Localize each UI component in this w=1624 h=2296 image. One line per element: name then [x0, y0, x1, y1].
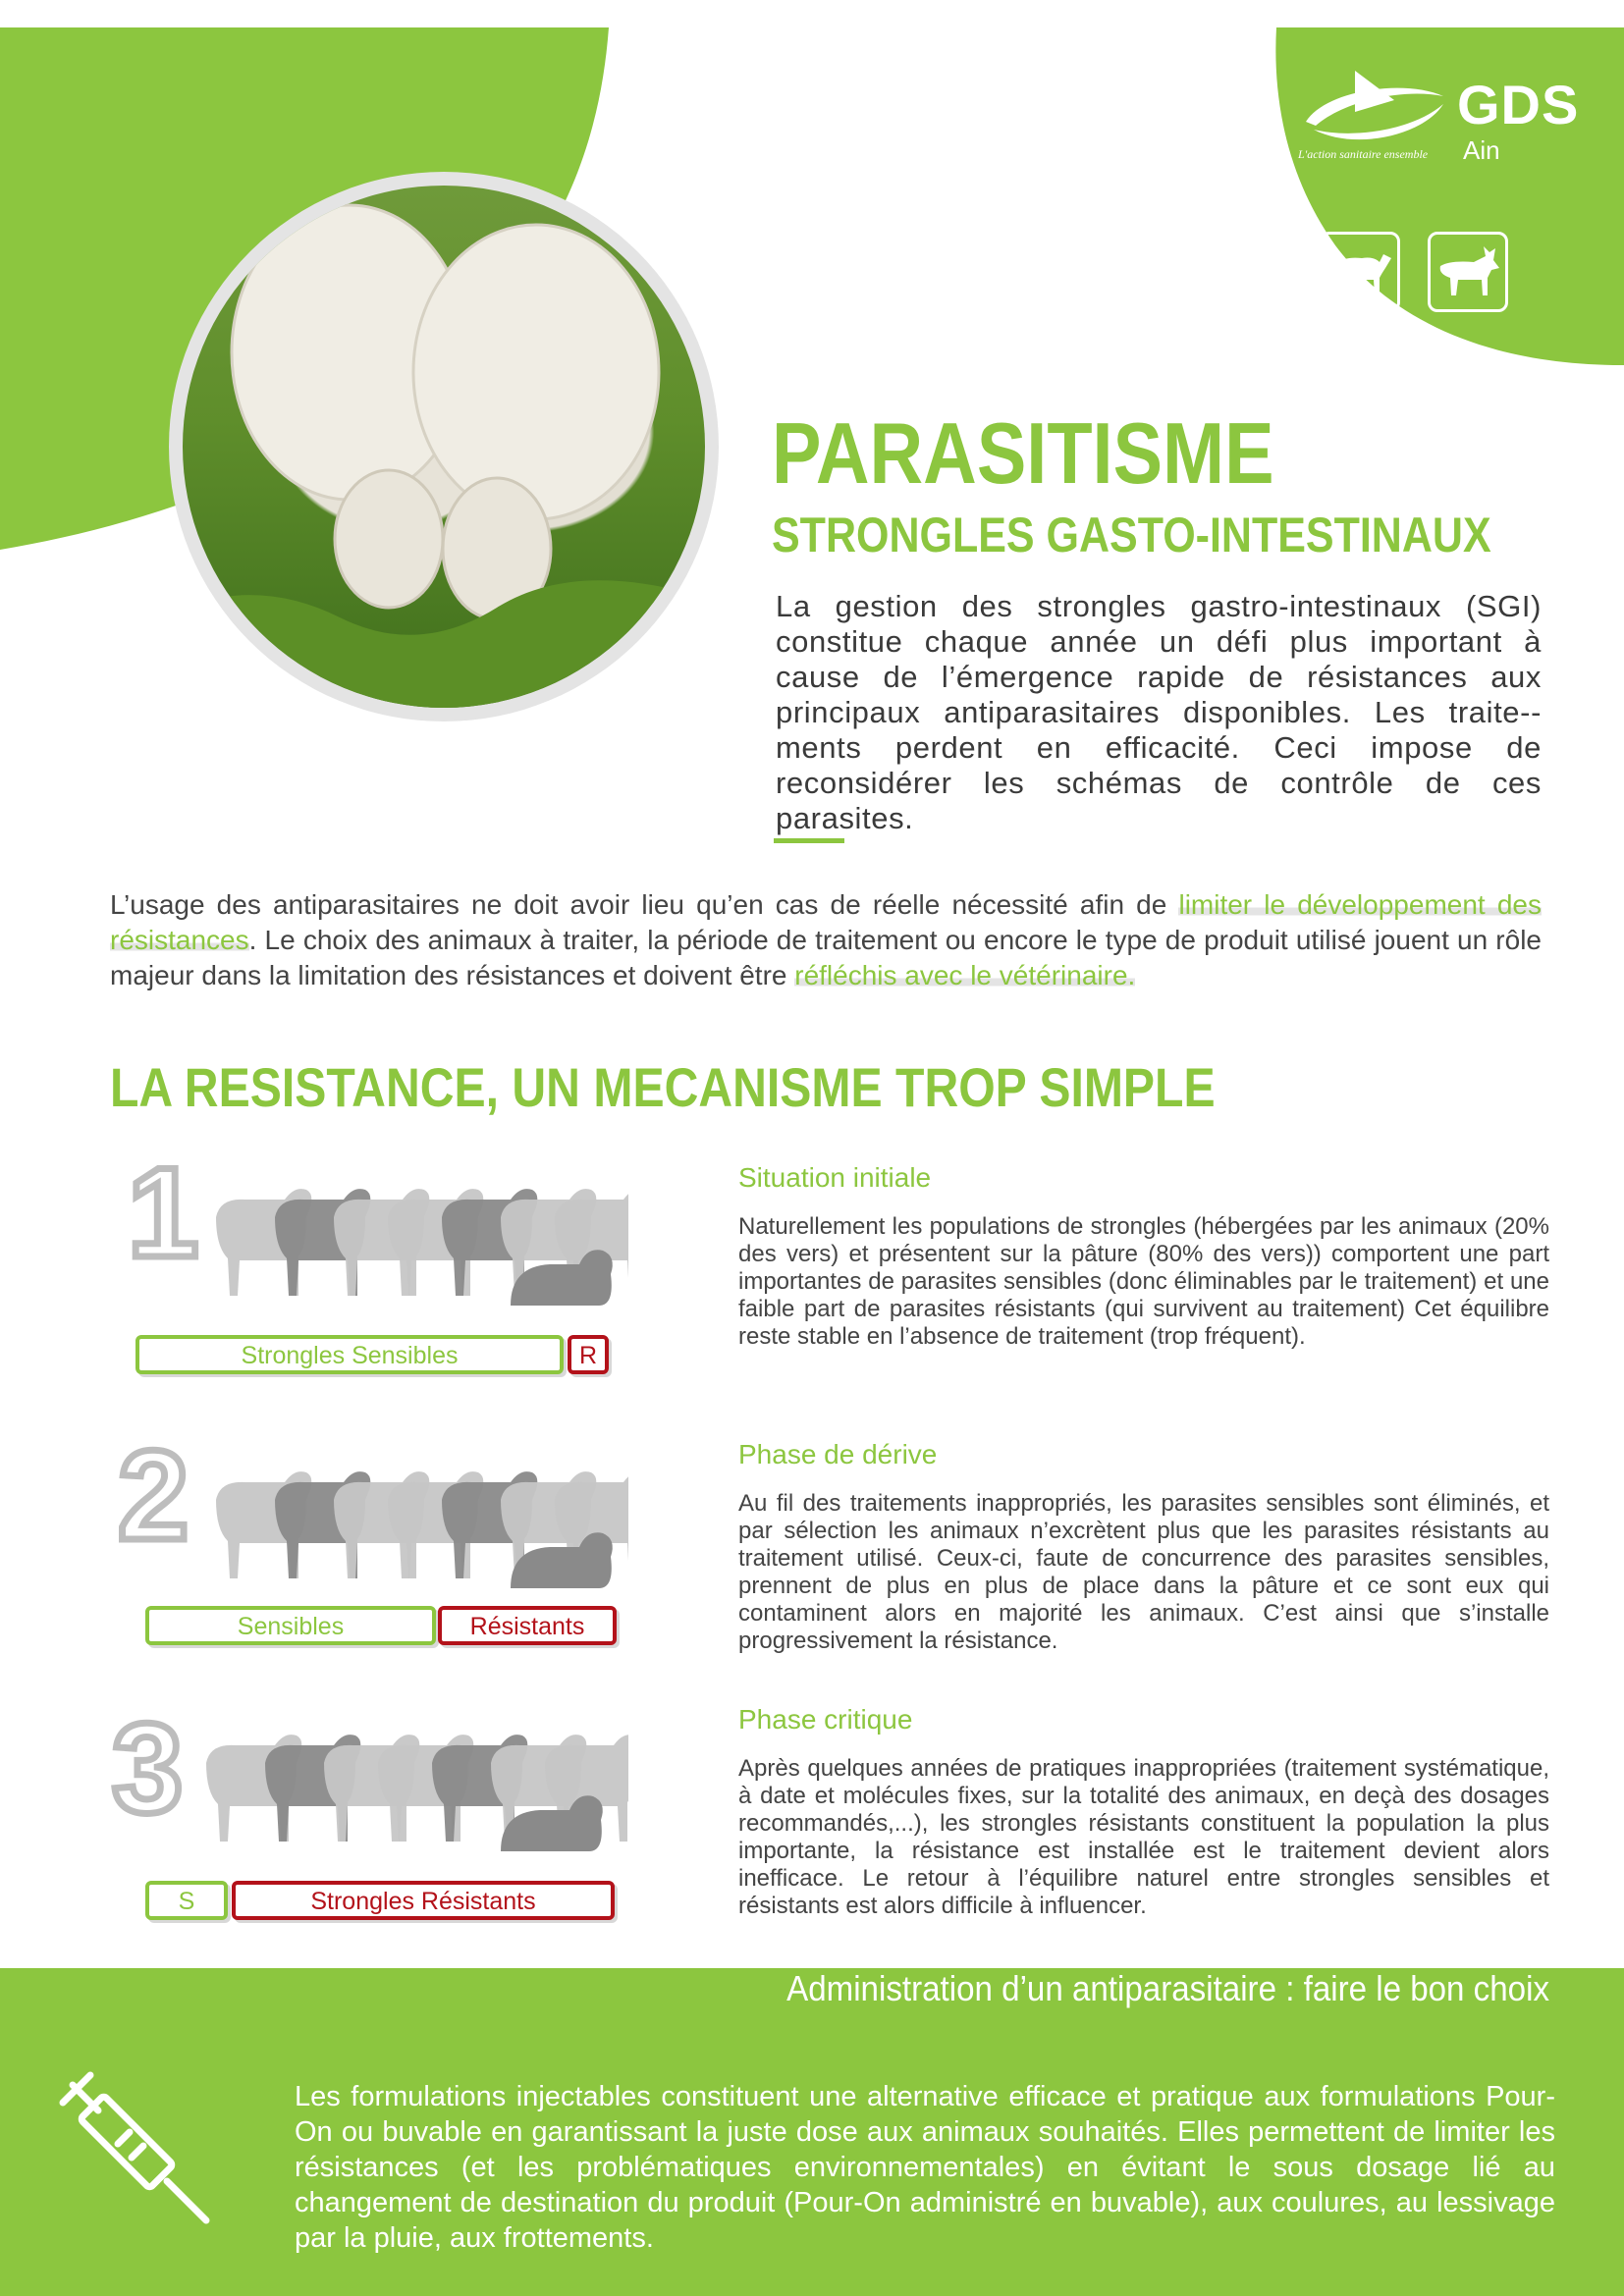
sheep-flock: [216, 1189, 628, 1306]
phase-3-number: 3: [112, 1704, 184, 1840]
phase-1-text: Naturellement les populations de strongles (hébergées par les animaux (20% des vers) et présentent sur la pâture (80% des vers)) comportent une part importantes de parasites sensibles (donc éliminables par le traitement) et une faible part de parasites résistants (qui survivent au traitement) Cet équilibre reste stable en l’absence de traitement (trop fréquent).: [738, 1213, 1549, 1350]
phase-3-title: Phase critique: [738, 1704, 913, 1735]
separator-dash: [774, 838, 844, 843]
page-subtitle: STRONGLES GASTO-INTESTINAUX: [772, 507, 1491, 562]
logo-tagline: L'action sanitaire ensemble: [1298, 147, 1429, 161]
sheep-flock: [206, 1735, 628, 1851]
usage-text-1: L’usage des antiparasitaires ne doit avoir lieu qu’en cas de réelle nécessité afin de: [110, 889, 1179, 920]
logo-name: GDS: [1457, 74, 1580, 135]
footer-title: Administration d’un antiparasitaire : faire le bon choix: [786, 1968, 1549, 2008]
usage-highlight-2: réfléchis avec le vétérinaire.: [794, 960, 1136, 990]
phase-2-sensitive-bar: Sensibles: [145, 1606, 436, 1645]
usage-highlight-1: limiter le développement des résistances: [110, 889, 1542, 955]
phase-2-text: Au fil des traitements inappropriés, les parasites sensibles sont éliminés, et par sélection les animaux n’excrètent plus que les parasites résistants au traitement utilisé. Ceux-ci, faute de concurrence des parasites sensibles, prennent de plus en plus de place dans la pâture et ce sont eux qui contaminent alors en majorité les animaux. C’est ainsi que s’installe progressivement la résistance.: [738, 1490, 1549, 1654]
page-title: PARASITISME: [772, 404, 1274, 502]
section-title: LA RESISTANCE, UN MECANISME TROP SIMPLE: [110, 1056, 1216, 1118]
phase-2-illustration: [118, 1441, 628, 1608]
phase-3-text: Après quelques années de pratiques inappropriées (traitement systématique, à date et molécules fixes, sur la totalité des animaux, en deçà des dosages recommandés,...), les strongles résistants constituent la population la plus importante, la résistance est installée est le traitement devient alors inefficace. Le retour à l’équilibre naturel entre strongles sensibles et résistants est alors difficile à influencer.: [738, 1755, 1549, 1919]
usage-paragraph: [110, 887, 1542, 993]
syringe-icon: [59, 2071, 226, 2228]
logo-region: Ain: [1463, 135, 1500, 165]
sheep-photo: [183, 186, 705, 708]
phase-1-sensitive-bar: Strongles Sensibles: [135, 1335, 564, 1374]
goat-icon: [1428, 232, 1508, 312]
intro-paragraph: La gestion des strongles gastro-intestinaux (SGI) constitue chaque année un défi plus important à cause de l’émergence rapide de résistances aux principaux antiparasitaires disponibles. Les traite--ments perdent en efficacité. Ceci impose de reconsidérer les schémas de contrôle de ces parasites.: [776, 589, 1542, 835]
sheep-flock: [216, 1471, 628, 1588]
phase-1-title: Situation initiale: [738, 1162, 932, 1193]
usage-text-2: . Le choix des animaux à traiter, la période de traitement ou encore le type de produit utilisé jouent un rôle majeur dans la limitation des résistances et doivent être: [110, 925, 1542, 990]
phase-1-number: 1: [128, 1158, 199, 1284]
phase-1-resistant-bar: R: [568, 1335, 609, 1374]
phase-3-sensitive-bar: S: [145, 1881, 228, 1920]
sheep-icon: [1320, 232, 1400, 312]
phase-1-illustration: [118, 1158, 628, 1325]
phase-2-resistant-bar: Résistants: [438, 1606, 617, 1645]
phase-3-illustration: [108, 1704, 628, 1871]
phase-2-number: 2: [118, 1441, 189, 1567]
phase-2-title: Phase de dérive: [738, 1439, 938, 1469]
footer-text: Les formulations injectables constituent une alternative efficace et pratique aux formulations Pour-On ou buvable en garantissant la juste dose aux animaux souhaités. Elles permettent de limiter les résistances (et les problématiques environnementales) en évitant le sous dosage lié au changement de destination du produit (Pour-On administré en buvable), aux coulures, au lessivage par la pluie, aux frottements.: [295, 2081, 1555, 2254]
phase-3-resistant-bar: Strongles Résistants: [232, 1881, 615, 1920]
